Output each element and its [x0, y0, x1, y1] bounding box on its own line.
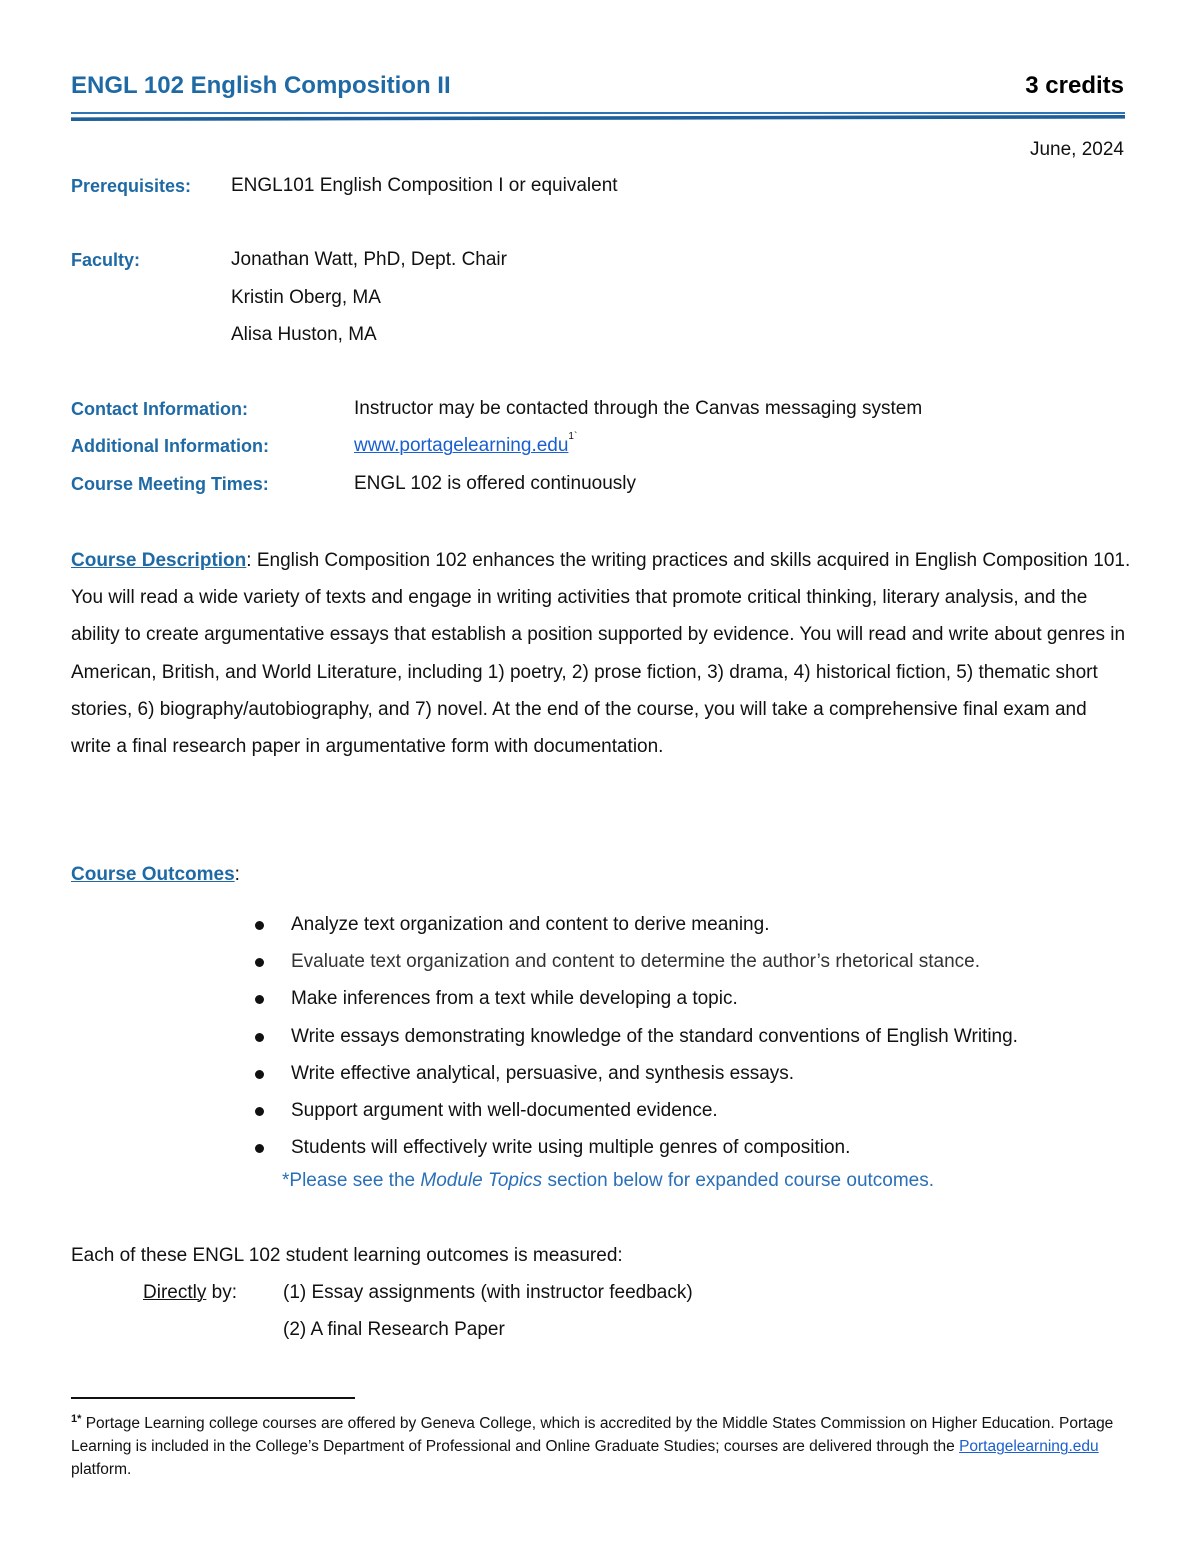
note-text-pre: *Please see the	[282, 1170, 421, 1191]
portage-website-link[interactable]: www.portagelearning.edu	[354, 435, 569, 456]
measurement-intro: Each of these ENGL 102 student learning outcomes is measured:	[71, 1245, 623, 1266]
outcome-text: Students will effectively write using multiple genres of composition.	[291, 1137, 851, 1159]
footnote-separator	[71, 1397, 355, 1399]
outcome-text: Support argument with well-documented evidence.	[291, 1099, 718, 1121]
additional-info-label: Additional Information:	[71, 436, 269, 456]
outcome-text: Evaluate text organization and content to determine the author’s rhetorical stance.	[291, 951, 981, 973]
contact-value: Instructor may be contacted through the Canvas messaging system	[354, 398, 923, 419]
footnote-reference[interactable]: 1`	[568, 431, 578, 442]
measurement-item: (1) Essay assignments (with instructor feedback)	[283, 1282, 693, 1303]
faculty-label: Faculty:	[71, 250, 141, 270]
faculty-member: Jonathan Watt, PhD, Dept. Chair	[231, 249, 507, 270]
faculty-member: Kristin Oberg, MA	[231, 287, 381, 308]
course-outcomes-heading: Course Outcomes	[71, 864, 235, 885]
outcome-text: Write effective analytical, persuasive, and synthesis essays.	[291, 1062, 795, 1084]
list-item	[255, 945, 1018, 982]
list-item	[255, 1020, 1018, 1057]
bullet-icon	[255, 1070, 264, 1079]
note-module-topics: Module Topics	[420, 1170, 543, 1191]
faculty-member: Alisa Huston, MA	[231, 324, 377, 345]
directly-by-label	[143, 1282, 237, 1304]
course-title: ENGL 102 English Composition II	[71, 72, 451, 99]
course-description-heading: Course Description	[71, 550, 247, 571]
directly-rest: by:	[206, 1282, 237, 1303]
meeting-times-value: ENGL 102 is offered continuously	[354, 473, 637, 494]
note-text-post: section below for expanded course outcomes.	[542, 1170, 935, 1191]
course-description-text: : English Composition 102 enhances the writing practices and skills acquired in English Composition 101. You will read a wide variety of texts and engage in writing activities that promote critical thinking, literary analysis, and the ability to create argumentative essays that establish a position supported by evidence. You will read and write about genres in American, British, and World Literature, including 1) poetry, 2) prose fiction, 3) drama, 4) historical fiction, 5) thematic short stories, 6) biography/autobiography, and 7) novel. At the end of the course, you will take a comprehensive final exam and write a final research paper in argumentative form with documentation.	[71, 550, 1131, 758]
header-rule-thick	[71, 115, 1125, 121]
outcome-text: Write essays demonstrating knowledge of the standard conventions of English Writing.	[291, 1025, 1018, 1047]
list-item	[255, 982, 1018, 1019]
additional-info-value	[354, 431, 578, 457]
measurement-item: (2) A final Research Paper	[283, 1319, 505, 1340]
footnote-text-after: platform.	[71, 1461, 132, 1478]
portagelearning-link[interactable]: Portagelearning.edu	[959, 1438, 1099, 1455]
list-item	[255, 1057, 1018, 1094]
outcomes-list	[255, 908, 1018, 1168]
outcome-text: Analyze text organization and content to derive meaning.	[291, 914, 770, 935]
credits-label: 3 credits	[1025, 72, 1124, 99]
bullet-icon	[255, 1107, 264, 1116]
course-outcomes-header	[71, 864, 240, 886]
bullet-icon	[255, 958, 264, 967]
bullet-icon	[255, 1033, 264, 1042]
footnote-mark: 1*	[71, 1413, 82, 1425]
prerequisites-label: Prerequisites:	[71, 176, 192, 196]
list-item	[255, 1131, 1018, 1168]
list-item	[255, 1094, 1018, 1131]
course-description	[71, 542, 1131, 765]
outcome-text: Make inferences from a text while developing a topic.	[291, 988, 738, 1010]
footnote-text-before: Portage Learning college courses are offered by Geneva College, which is accredited by the Middle States Commission on Higher Education. Portage Learning is included in the College’s Department of Professional and Online Graduate Studies; courses are delivered through the	[71, 1415, 1114, 1455]
meeting-times-label: Course Meeting Times:	[71, 474, 269, 494]
header-rule-thin	[71, 112, 1125, 114]
course-outcomes-colon: :	[234, 864, 240, 885]
contact-label: Contact Information:	[71, 399, 248, 419]
footnote	[71, 1412, 1131, 1481]
bullet-icon	[255, 1144, 264, 1153]
bullet-icon	[255, 995, 264, 1004]
module-topics-note	[282, 1170, 934, 1192]
list-item	[255, 908, 1018, 945]
prerequisites-value: ENGL101 English Composition I or equivalent	[231, 175, 618, 196]
bullet-icon	[255, 921, 264, 930]
document-date: June, 2024	[1029, 139, 1124, 160]
directly-word: Directly	[143, 1282, 207, 1303]
